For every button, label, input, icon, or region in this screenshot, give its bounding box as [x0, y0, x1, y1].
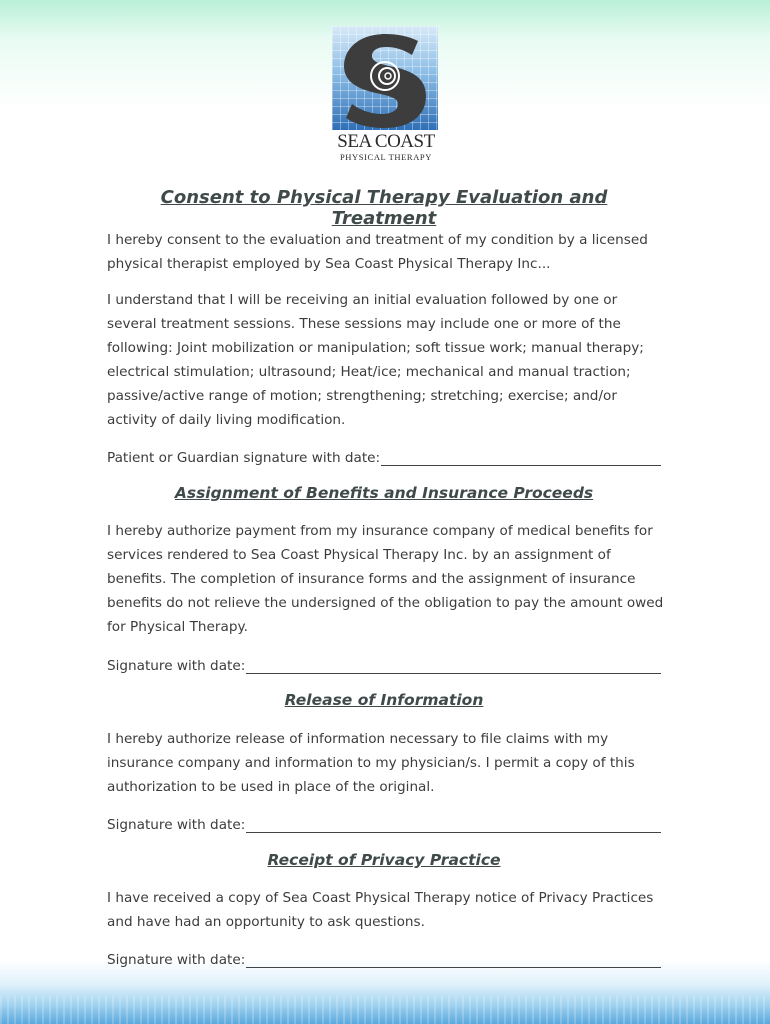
- release-signature-row: [107, 811, 661, 833]
- privacy-signature-label: Signature with date:: [107, 952, 246, 968]
- privacy-signature-row: [107, 946, 661, 968]
- assignment-signature-label: Signature with date:: [107, 658, 246, 674]
- assignment-heading: Assignment of Benefits and Insurance Proceeds: [174, 484, 594, 502]
- logo-emblem: [332, 26, 438, 130]
- logo-company-name: SEA COAST: [337, 131, 435, 152]
- privacy-signature-line[interactable]: [246, 953, 661, 968]
- release-paragraph: I hereby authorize release of information necessary to file claims with my insurance company and information to my physician/s. I permit a copy of this authorization to be used in place of the original.: [107, 731, 635, 795]
- assignment-paragraph: I hereby authorize payment from my insurance company of medical benefits for services rendered to Sea Coast Physical Therapy Inc. by an assignment of benefits. The completion of insurance forms and the assignment of insurance benefits do not relieve the undersigned of the obligation to pay the amount owed for Physical Therapy.: [107, 523, 664, 635]
- consent-signature-row: [107, 444, 661, 466]
- assignment-signature-row: [107, 652, 661, 674]
- consent-signature-line[interactable]: [381, 451, 661, 466]
- sea-coast-logo: [332, 26, 440, 166]
- consent-signature-label: Patient or Guardian signature with date:: [107, 450, 381, 466]
- bottom-decorative-band: [0, 996, 770, 1024]
- spiral-s-icon: [332, 26, 438, 130]
- privacy-heading: Receipt of Privacy Practice: [267, 851, 501, 869]
- release-signature-label: Signature with date:: [107, 817, 246, 833]
- release-signature-line[interactable]: [246, 818, 661, 833]
- consent-paragraph-1: I hereby consent to the evaluation and treatment of my condition by a licensed physical therapist employed by Sea Coast Physical Therapy Inc...: [107, 232, 648, 272]
- logo-company-subtitle: PHYSICAL THERAPY: [339, 152, 432, 162]
- release-heading: Release of Information: [284, 691, 484, 709]
- privacy-paragraph: I have received a copy of Sea Coast Physical Therapy notice of Privacy Practices and have had an opportunity to ask questions.: [107, 890, 654, 930]
- assignment-signature-line[interactable]: [246, 659, 661, 674]
- form-title: Consent to Physical Therapy Evaluation and Treatment: [160, 187, 608, 229]
- consent-paragraph-2: I understand that I will be receiving an initial evaluation followed by one or several treatment sessions. These sessions may include one or more of the following: Joint mobilization or manipulation; soft tissue work; manual therapy; electrical stimulation; ultrasound; Heat/ice; mechanical and manual traction; passive/active range of motion; strengthening; stretching; exercise; and/or activity of daily living modification.: [107, 292, 644, 428]
